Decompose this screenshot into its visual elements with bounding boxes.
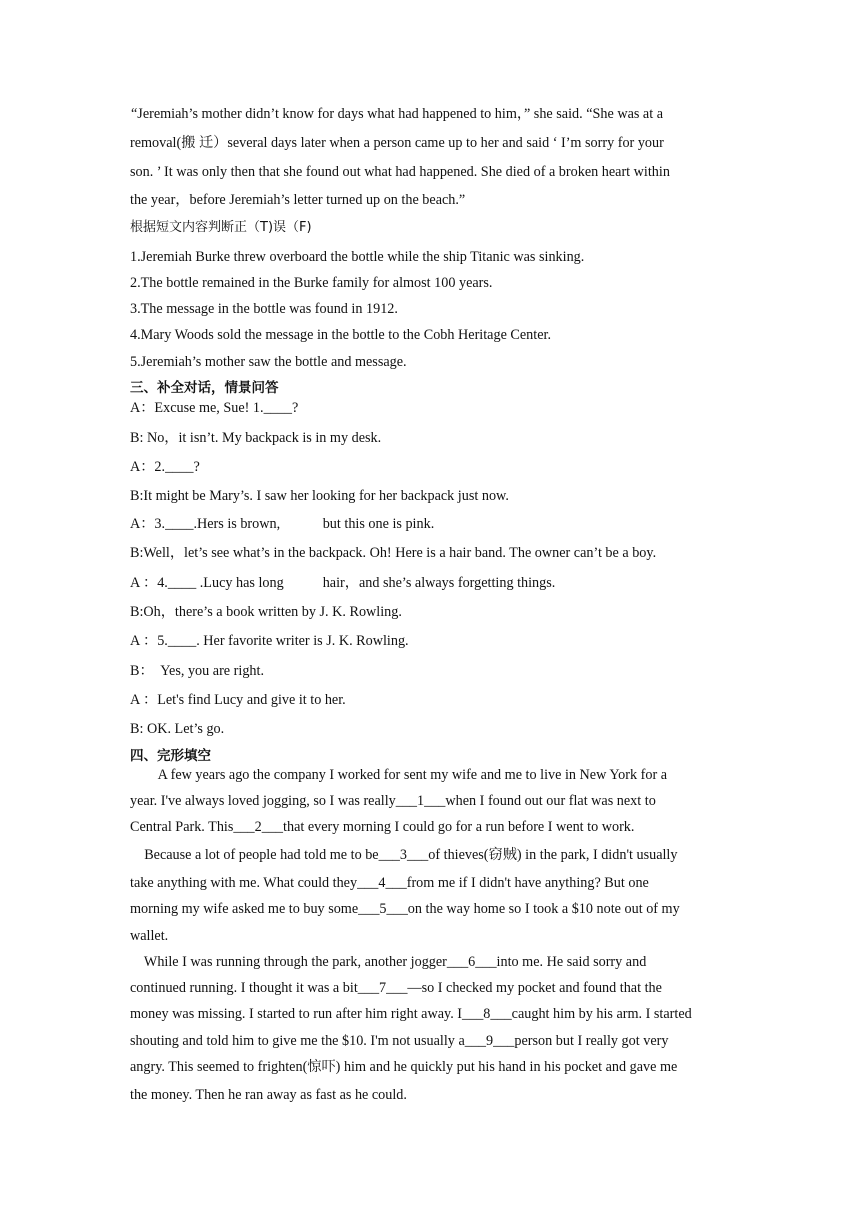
tf-instruction: 根据短文内容判断正（T)误（F) <box>130 220 312 235</box>
tf-item: 1.Jeremiah Burke threw overboard the bottle while the ship Titanic was sinking. <box>130 249 585 265</box>
passage-line: removal(搬 迁）several days later when a person came up to her and said ‘ I’m sorry for your <box>130 135 664 151</box>
cloze-line: year. I've always loved jogging, so I was really___1___when I found out our flat was next to <box>130 793 656 809</box>
dialogue-line: A：Excuse me, Sue! 1.____? <box>130 400 299 416</box>
section-heading-cloze: 四、完形填空 <box>130 748 211 764</box>
dialogue-line: B:Oh，there’s a book written by J. K. Rowling. <box>130 604 402 620</box>
cloze-line: Central Park. This___2___that every morning I could go for a run before I went to work. <box>130 819 635 835</box>
cloze-line: continued running. I thought it was a bit___7___—so I checked my pocket and found that the <box>130 980 662 996</box>
cloze-line: While I was running through the park, another jogger___6___into me. He said sorry and <box>130 954 647 970</box>
cloze-line: shouting and told him to give me the $10. I'm not usually a___9___person but I really got very <box>130 1033 669 1049</box>
cloze-line: angry. This seemed to frighten(惊吓) him and he quickly put his hand in his pocket and gave me <box>130 1059 678 1075</box>
cloze-line: money was missing. I started to run after him right away. I___8___caught him by his arm. I started <box>130 1006 692 1022</box>
dialogue-line: A：2.____? <box>130 459 200 475</box>
passage-line: “Jeremiah’s mother didn’t know for days what had happened to him，” she said. “She was at a <box>131 106 664 122</box>
dialogue-line: B: No，it isn’t. My backpack is in my desk. <box>130 430 382 446</box>
cloze-line: Because a lot of people had told me to be___3___of thieves(窃贼) in the park, I didn't usually <box>130 847 678 863</box>
tf-item: 4.Mary Woods sold the message in the bottle to the Cobh Heritage Center. <box>130 327 551 343</box>
cloze-line: morning my wife asked me to buy some___5___on the way home so I took a $10 note out of my <box>130 901 680 917</box>
passage-line: son. ’ It was only then that she found out what had happened. She died of a broken heart within <box>130 164 670 180</box>
tf-item: 2.The bottle remained in the Burke family for almost 100 years. <box>130 275 493 291</box>
tf-item: 3.The message in the bottle was found in 1912. <box>130 301 398 317</box>
dialogue-line: A ：Let's find Lucy and give it to her. <box>130 692 346 708</box>
section-heading-dialogue: 三、补全对话，情景问答 <box>130 380 279 396</box>
passage-line: the year，before Jeremiah’s letter turned up on the beach.” <box>130 192 466 208</box>
dialogue-line: B:Well，let’s see what’s in the backpack. Oh! Here is a hair band. The owner can’t be a boy. <box>130 545 657 561</box>
dialogue-line: B: OK. Let’s go. <box>130 721 225 737</box>
cloze-line: wallet. <box>130 928 169 944</box>
dialogue-line: B： Yes, you are right. <box>130 663 264 679</box>
dialogue-line: B:It might be Mary’s. I saw her looking for her backpack just now. <box>130 488 509 504</box>
cloze-line: take anything with me. What could they___4___from me if I didn't have anything? But one <box>130 875 649 891</box>
dialogue-line: A：3.____.Hers is brown, but this one is pink. <box>130 516 435 532</box>
cloze-line: A few years ago the company I worked for sent my wife and me to live in New York for a <box>130 767 668 783</box>
dialogue-line: A ：5.____. Her favorite writer is J. K. Rowling. <box>130 633 409 649</box>
tf-item: 5.Jeremiah’s mother saw the bottle and message. <box>130 354 407 370</box>
dialogue-line: A ：4.____ .Lucy has long hair，and she’s always forgetting things. <box>130 575 556 591</box>
cloze-line: the money. Then he ran away as fast as he could. <box>130 1087 407 1103</box>
